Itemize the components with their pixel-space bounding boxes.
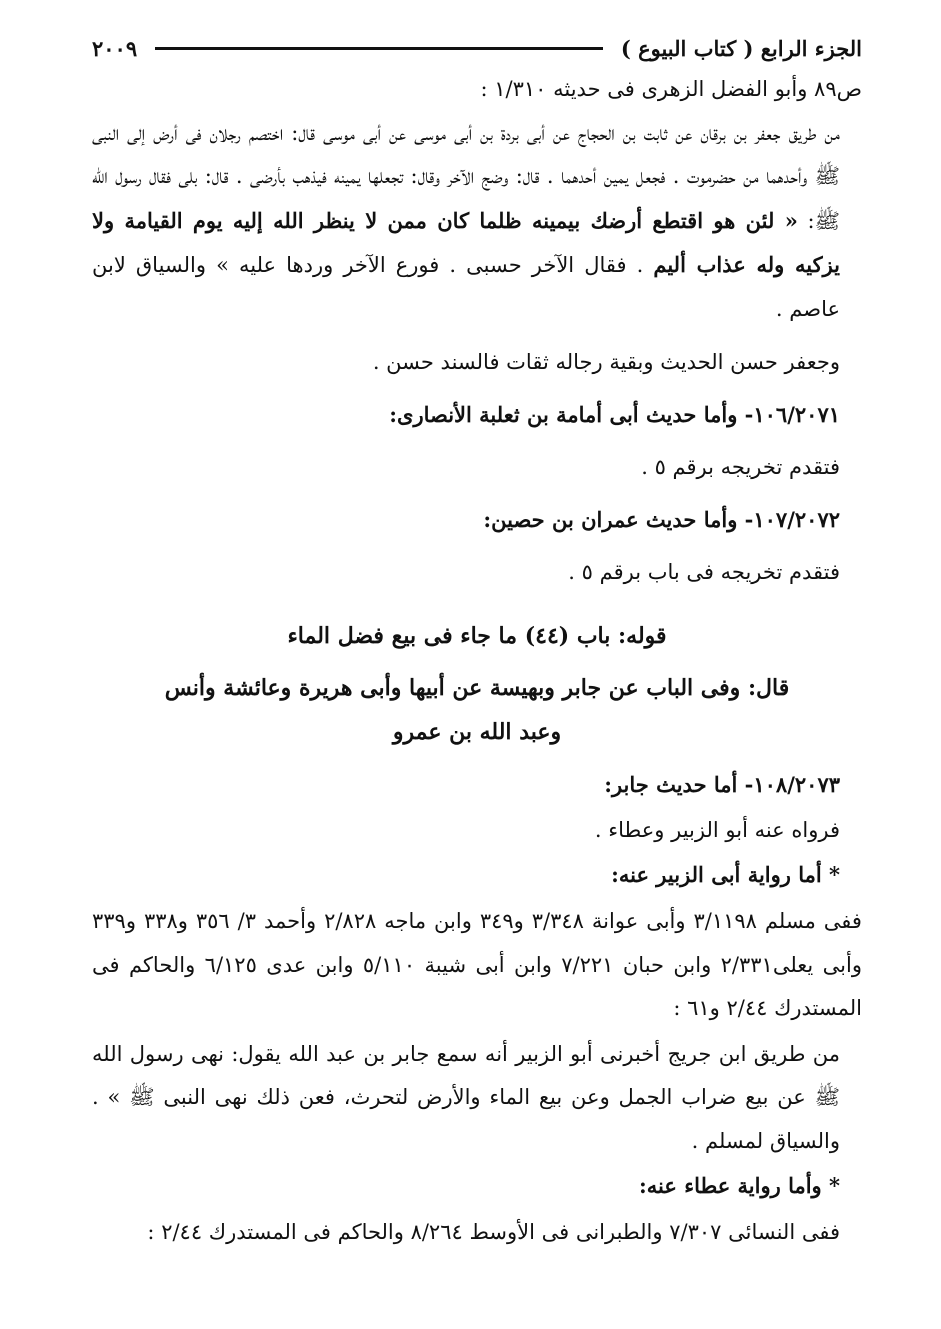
hadith-paragraph [92, 112, 862, 332]
hadith-heading-2071: ١٠٦/٢٠٧١- وأما حديث أبى أمامة بن ثعلبة الأنصارى: [389, 402, 840, 428]
hadith-quote: « لئن هو اقتطع أرضك بيمينه ظلما كان ممن لا ينظر الله إليه يوم القيامة ولا يزكيه وله عذاب أليم [92, 207, 840, 278]
hadith-text-paragraph: من طريق ابن جريج أخبرنى أبو الزبير أنه سمع جابر بن عبد الله يقول: نهى رسول الله ﷺ عن بيع ضراب الجمل وعن بيع الماء والأرض لتحرث، فعن ذلك نهى النبى ﷺ » . والسياق لمسلم . [92, 1041, 840, 1154]
chapter-statement-cont: وعبد الله بن عمرو [392, 718, 562, 745]
chapter-statement: قال: وفى الباب عن جابر وبهيسة عن أبيها وأبى هريرة وعائشة وأنس [164, 675, 790, 702]
subsection-heading-abu-zubair: * أما رواية أبى الزبير عنه: [611, 861, 840, 887]
references-line-ata: ففى النسائى ٧/٣٠٧ والطبرانى فى الأوسط ٨/٢٦٤ والحاكم فى المستدرك ٢/٤٤ : [147, 1220, 840, 1245]
hadith-tail-text: . فقال الآخر حسبى . فورع الآخر وردها عليه » والسياق لابن عاصم . [92, 253, 840, 321]
subsection-heading-ata: * وأما رواية عطاء عنه: [639, 1172, 840, 1198]
hadith-chain-text: من طريق جعفر بن برقان عن ثابت بن الحجاج عن أبى بردة بن أبى موسى عن أبى موسى قال: اختصم رجلان فى أرض إلى النبى ﷺ وأحدهما من حضرموت . فجعل يمين أحدهما . قال: وضج الآخر وقال: تجعلها يمينه فيذهب بأرضى . قال: بلى فقال رسول الله ﷺ: [92, 120, 840, 233]
hadith-heading-2072: ١٠٧/٢٠٧٢- وأما حديث عمران بن حصين: [483, 507, 840, 533]
narrators-note: فرواه عنه أبو الزبير وعطاء . [594, 817, 840, 842]
references-paragraph: ففى مسلم ٣/١١٩٨ وأبى عوانة ٣/٣٤٨ و٣٤٩ وابن ماجه ٢/٨٢٨ وأحمد ٣/ ٣٥٦ و٣٣٨ و٣٣٩ وأبى يعلى٢/٣٣١ وابن حبان ٧/٢٢١ وابن أبى شيبة ٥/١١٠ وابن عدى ٦/١٢٥ والحاكم فى المستدرك ٢/٤٤ و٦١ : [92, 909, 863, 1021]
chapter-heading: قوله: باب (٤٤) ما جاء فى بيع فضل الماء [287, 622, 667, 649]
page-number: ٢٠٠٩ [92, 35, 138, 61]
running-header [92, 30, 862, 66]
hadith-heading-2073: ١٠٨/٢٠٧٣- أما حديث جابر: [604, 772, 840, 798]
book-page [92, 30, 862, 1255]
takhrij-note-2072: فتقدم تخريجه فى باب برقم ٥ . [568, 559, 840, 584]
header-rule [155, 47, 603, 50]
takhrij-note-2071: فتقدم تخريجه برقم ٥ . [641, 454, 840, 479]
source-line: ص٨٩ وأبو الفضل الزهرى فى حديثه ١/٣١٠ : [480, 77, 862, 101]
grading-note: وجعفر حسن الحديث وبقية رجاله ثقات فالسند حسن . [372, 349, 840, 374]
running-title: الجزء الرابع ( كتاب البيوع ) [620, 35, 862, 61]
